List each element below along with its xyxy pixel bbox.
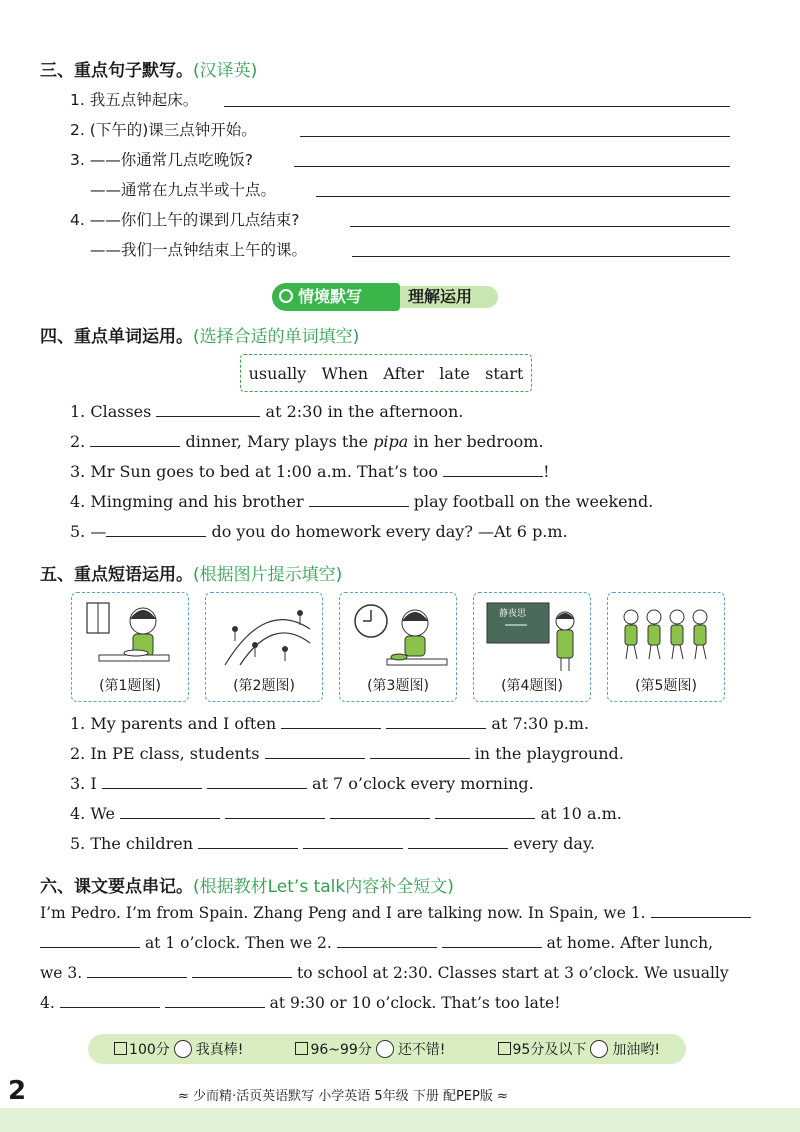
cheer-face-icon — [590, 1040, 608, 1058]
answer-line-3a[interactable] — [294, 166, 730, 167]
blank[interactable] — [337, 933, 437, 948]
picture-2 — [205, 592, 323, 702]
blank[interactable] — [120, 804, 220, 819]
answer-line-1[interactable] — [224, 106, 730, 107]
section-5-title: 五、重点短语运用。(根据图片提示填空) — [40, 565, 343, 585]
blank[interactable] — [192, 963, 292, 978]
checkbox-icon[interactable] — [114, 1042, 127, 1055]
blank[interactable] — [330, 804, 430, 819]
word-question-1: 1. Classes at 2:30 in the afternoon. — [70, 402, 464, 421]
footer-wave-decoration — [0, 1108, 800, 1132]
blank[interactable] — [265, 744, 365, 759]
blank[interactable] — [207, 774, 307, 789]
score-option-95[interactable]: 95分及以下 加油哟! — [498, 1039, 660, 1059]
word-question-4: 4. Mingming and his brother play football on the weekend. — [70, 492, 654, 511]
blank[interactable] — [408, 834, 508, 849]
section-3-hint: (汉译英) — [193, 61, 258, 81]
blank[interactable] — [106, 522, 206, 537]
section-6-hint: (根据教材Let’s talk内容补全短文) — [193, 877, 454, 897]
blank[interactable] — [60, 993, 160, 1008]
sentence-1: 1. 我五点钟起床。 — [70, 91, 199, 109]
answer-line-4a[interactable] — [350, 226, 730, 227]
section-banner — [272, 283, 498, 311]
phrase-question-5: 5. The children every day. — [70, 834, 595, 853]
eating-dinner-illustration — [81, 599, 181, 673]
board-text: 静夜思 — [499, 609, 527, 619]
section-4-title: 四、重点单词运用。(选择合适的单词填空) — [40, 327, 360, 347]
blank[interactable] — [281, 714, 381, 729]
picture-4 — [473, 592, 591, 702]
blank[interactable] — [165, 993, 265, 1008]
blank[interactable] — [156, 402, 260, 417]
word-question-3: 3. Mr Sun goes to bed at 1:00 a.m. That’s too ! — [70, 462, 550, 481]
picture-5-caption: (第5题图) — [635, 678, 697, 694]
word-usually: usually — [248, 363, 307, 383]
blank[interactable] — [651, 903, 751, 918]
chinese-class-illustration — [483, 599, 583, 673]
sentence-4b: ——我们一点钟结束上午的课。 — [90, 241, 308, 259]
blank[interactable] — [198, 834, 298, 849]
blank[interactable] — [442, 933, 542, 948]
word-question-5: 5. — do you do homework every day? —At 6 p.m. — [70, 522, 568, 541]
score-option-96[interactable]: 96~99分 还不错! — [295, 1039, 445, 1059]
word-start: start — [485, 363, 524, 383]
sentence-2: 2. (下午的)课三点钟开始。 — [70, 121, 257, 139]
section-6-title: 六、课文要点串记。(根据教材Let’s talk内容补全短文) — [40, 877, 454, 897]
word-bank — [240, 354, 532, 392]
smiley-face-icon — [174, 1040, 192, 1058]
blank[interactable] — [87, 963, 187, 978]
children-walking-illustration — [617, 599, 717, 673]
picture-2-caption: (第2题图) — [233, 678, 295, 694]
playground-illustration — [215, 599, 315, 673]
blank[interactable] — [370, 744, 470, 759]
picture-3-caption: (第3题图) — [367, 678, 429, 694]
blank[interactable] — [303, 834, 403, 849]
phrase-question-1: 1. My parents and I often at 7:30 p.m. — [70, 714, 590, 733]
section-4-hint: (选择合适的单词填空) — [193, 327, 360, 347]
passage-line-2: at 1 o’clock. Then we 2. at home. After lunch, — [40, 933, 713, 952]
picture-4-caption: (第4题图) — [501, 678, 563, 694]
score-bar — [88, 1034, 686, 1064]
blank[interactable] — [309, 492, 409, 507]
section-3-title: 三、重点句子默写。(汉译英) — [40, 61, 258, 81]
passage-line-3: we 3. to school at 2:30. Classes start at 3 o’clock. We usually — [40, 964, 729, 982]
answer-line-4b[interactable] — [352, 256, 730, 257]
score-option-100[interactable]: 100分 我真棒! — [114, 1039, 243, 1059]
blank[interactable] — [225, 804, 325, 819]
smile-face-icon — [376, 1040, 394, 1058]
banner-right: 理解运用 — [400, 286, 498, 308]
word-question-2: 2. dinner, Mary plays the pipa in her bedroom. — [70, 432, 544, 451]
picture-3 — [339, 592, 457, 702]
picture-1-caption: (第1题图) — [99, 678, 161, 694]
section-5-hint: (根据图片提示填空) — [193, 565, 343, 585]
phrase-question-2: 2. In PE class, students in the playground. — [70, 744, 624, 763]
blank[interactable] — [386, 714, 486, 729]
passage-line-4: 4. at 9:30 or 10 o’clock. That’s too late! — [40, 994, 561, 1012]
footer-text: ≈ 少而精·活页英语默写 小学英语 5年级 下册 配PEP版 ≈ — [178, 1089, 508, 1104]
word-when: When — [321, 363, 369, 383]
clock-icon — [279, 289, 293, 303]
page-number: 2 — [8, 1076, 27, 1106]
blank[interactable] — [102, 774, 202, 789]
blank[interactable] — [40, 933, 140, 948]
answer-line-3b[interactable] — [316, 196, 730, 197]
phrase-question-4: 4. We at 10 a.m. — [70, 804, 622, 823]
word-late: late — [439, 363, 470, 383]
blank[interactable] — [435, 804, 535, 819]
checkbox-icon[interactable] — [295, 1042, 308, 1055]
word-after: After — [383, 363, 425, 383]
sentence-4a: 4. ——你们上午的课到几点结束? — [70, 211, 300, 229]
checkbox-icon[interactable] — [498, 1042, 511, 1055]
sentence-3a: 3. ——你通常几点吃晚饭? — [70, 151, 253, 169]
blank[interactable] — [90, 432, 180, 447]
answer-line-2[interactable] — [300, 136, 730, 137]
phrase-question-3: 3. I at 7 o’clock every morning. — [70, 774, 534, 793]
breakfast-clock-illustration — [349, 599, 449, 673]
sentence-3b: ——通常在九点半或十点。 — [90, 181, 277, 199]
blank[interactable] — [443, 462, 543, 477]
banner-left: 情境默写 — [272, 283, 400, 311]
picture-5 — [607, 592, 725, 702]
passage-line-1: I’m Pedro. I’m from Spain. Zhang Peng and I are talking now. In Spain, we 1. — [40, 903, 751, 922]
picture-1 — [71, 592, 189, 702]
